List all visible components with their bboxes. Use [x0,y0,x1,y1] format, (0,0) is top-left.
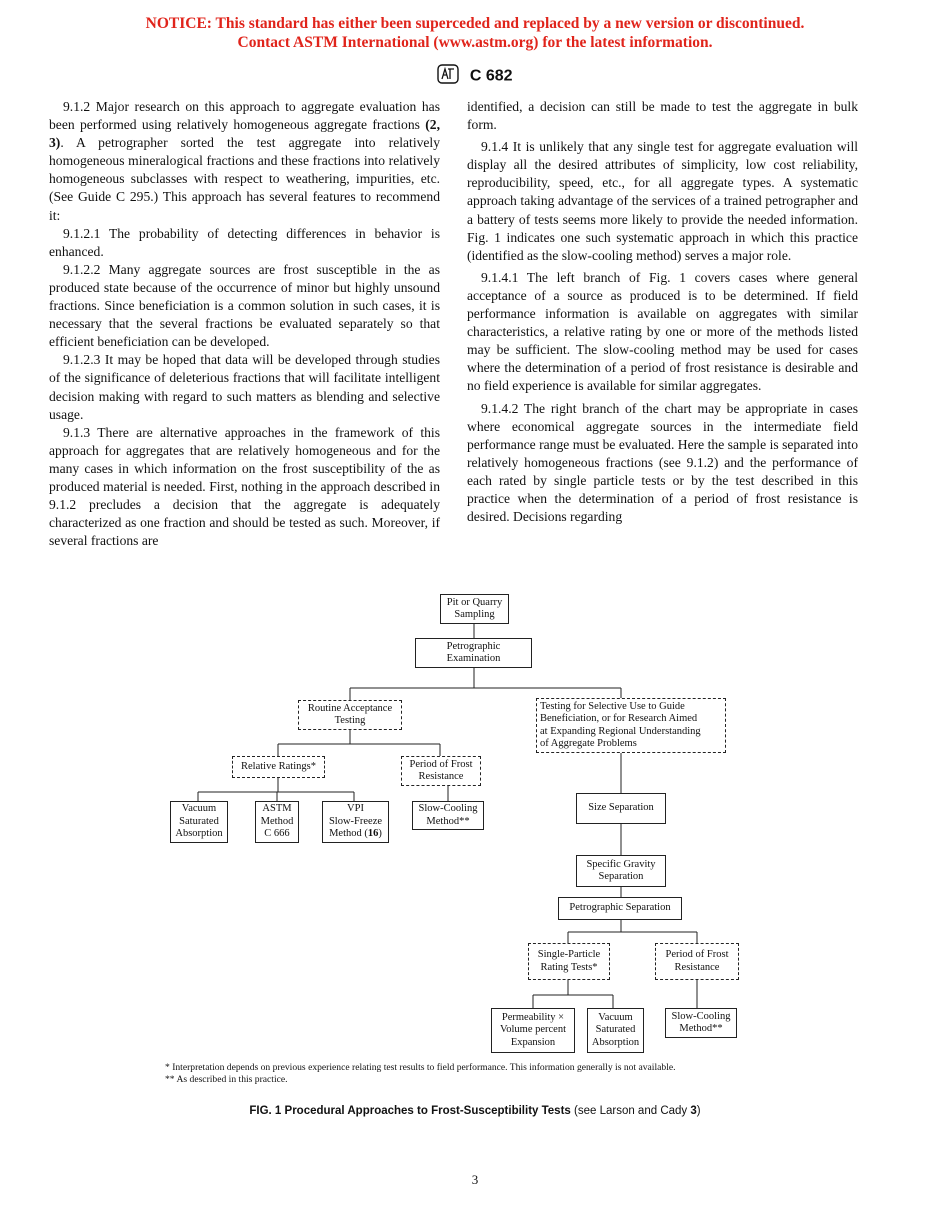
para-9-1-3: 9.1.3 There are alternative approaches in the framework of this approach for aggregates that are relatively homogeneous and for the many cases in which information on the frost susceptibility of the as produced material is needed. First, nothing in the approach described in 9.1.2 precludes a decision that the aggregate is adequately characterized as one fraction and should be tested as such. Moreover, if several fractions are [49,424,440,549]
notice-banner [0,14,950,52]
figure-footnotes [165,1062,745,1086]
footnote-1: * Interpretation depends on previous experience relating test results to field performance. This information generally is not available. [165,1062,676,1073]
page-number: 3 [471,1172,479,1187]
notice-line-1: NOTICE: This standard has either been superceded and replaced by a new version or discontinued. [145,15,805,32]
caption-text: (see Larson and Cady [570,1105,691,1117]
flowchart-figure [160,588,760,1058]
para-9-1-4: 9.1.4 It is unlikely that any single test for aggregate evaluation will display all the desired attributes of simplicity, low cost reliability, reproducibility, speed, etc., for all aggregate types. A systematic approach taking advantage of the services of a trained petrographer and a battery of tests seems more likely to provide the needed information. Fig. 1 indicates one such systematic approach in which this practice (identified as the slow-cooling method) serves a major role. [467,139,858,263]
node-petrographic-separation: Petrographic Separation [558,897,682,920]
left-column [49,98,440,550]
node-period-frost-right: Period of Frost Resistance [655,943,739,980]
page-header [0,64,950,89]
caption-close: ) [696,1105,701,1117]
node-petrographic-examination: Petrographic Examination [415,638,532,668]
caption-reference: 3 [690,1105,697,1117]
node-relative-ratings: Relative Ratings* [232,756,325,778]
designation: C 682 [469,67,513,85]
para-text: 9.1.2 Major research on this approach to aggregate evaluation has been performed using relatively homogeneous aggregate fractions [49,99,440,133]
para-9-1-2-3: 9.1.2.3 It may be hoped that data will be developed through studies of the significance of deleterious fractions that will facilitate intelligent decision making with regard to such matters as blending and selective usage. [49,352,440,422]
node-vpi-slow-freeze: VPI Slow-Freeze Method (16) [322,801,389,843]
node-pit-sampling: Pit or Quarry Sampling [440,594,509,624]
node-vacuum-absorption-right: Vacuum Saturated Absorption [587,1008,644,1053]
node-selective-use: Testing for Selective Use to Guide Beneficiation, or for Research Aimed at Expanding Regional Understanding of Aggregate Problems [536,698,726,753]
para-9-1-2-2: 9.1.2.2 Many aggregate sources are frost susceptible in the as produced state because of the occurrence of minor but highly unsound fractions. Since beneficiation is a common solution in such cases, it is necessary that the several fractions be evaluated separately so that efficient beneficiation can be developed. [49,261,440,350]
para-continued: identified, a decision can still be made to test the aggregate in bulk form. [467,99,858,133]
para-9-1-2-1: 9.1.2.1 The probability of detecting differences in behavior is enhanced. [49,225,440,259]
right-column [467,98,858,526]
caption-title: FIG. 1 Procedural Approaches to Frost-Susceptibility Tests [249,1105,571,1117]
node-vacuum-absorption-left: Vacuum Saturated Absorption [170,801,228,843]
node-single-particle: Single-Particle Rating Tests* [528,943,610,980]
astm-logo-icon [437,64,459,89]
node-slow-cooling-left: Slow-Cooling Method** [412,801,484,830]
reference-link: (2, 3) [49,117,440,151]
notice-line-2: Contact ASTM International (www.astm.org) for the latest information. [237,34,713,51]
node-routine-acceptance: Routine Acceptance Testing [298,700,402,730]
node-size-separation: Size Separation [576,793,666,824]
node-specific-gravity-separation: Specific Gravity Separation [576,855,666,887]
figure-caption [0,1105,950,1117]
node-permeability-expansion: Permeability × Volume percent Expansion [491,1008,575,1053]
para-9-1-4-1: 9.1.4.1 The left branch of Fig. 1 covers cases where general acceptance of a source as produced is to be determined. If field performance information is available on aggregates with similar characteristics, a relative rating by one or more of the methods listed may be sufficient. The slow-cooling method may be used for cases where the determination of a period of frost resistance is desirable and no field experience is available for similar aggregates. [467,269,858,394]
node-period-frost-left: Period of Frost Resistance [401,756,481,786]
para-9-1-2 [49,98,440,225]
para-text: . A petrographer sorted the test aggregate into relatively homogeneous mineralogical fractions and these fractions into relatively homogeneous subclasses with respect to weathering, impurities, etc. (See Guide C 295.) This approach has several features to recommend it: [49,135,440,223]
node-astm-c666: ASTM Method C 666 [255,801,299,843]
node-slow-cooling-right: Slow-Cooling Method** [665,1008,737,1038]
footnote-2: ** As described in this practice. [165,1074,288,1085]
para-9-1-4-2: 9.1.4.2 The right branch of the chart may be appropriate in cases where economical aggregate sources in the intermediate field performance range must be evaluated. Here the sample is separated into relatively homogeneous fractions (see 9.1.2) and the performance of each rated by single particle tests or by the test described in this practice when the determination of a period of frost resistance is desired. Decisions regarding [467,400,858,525]
